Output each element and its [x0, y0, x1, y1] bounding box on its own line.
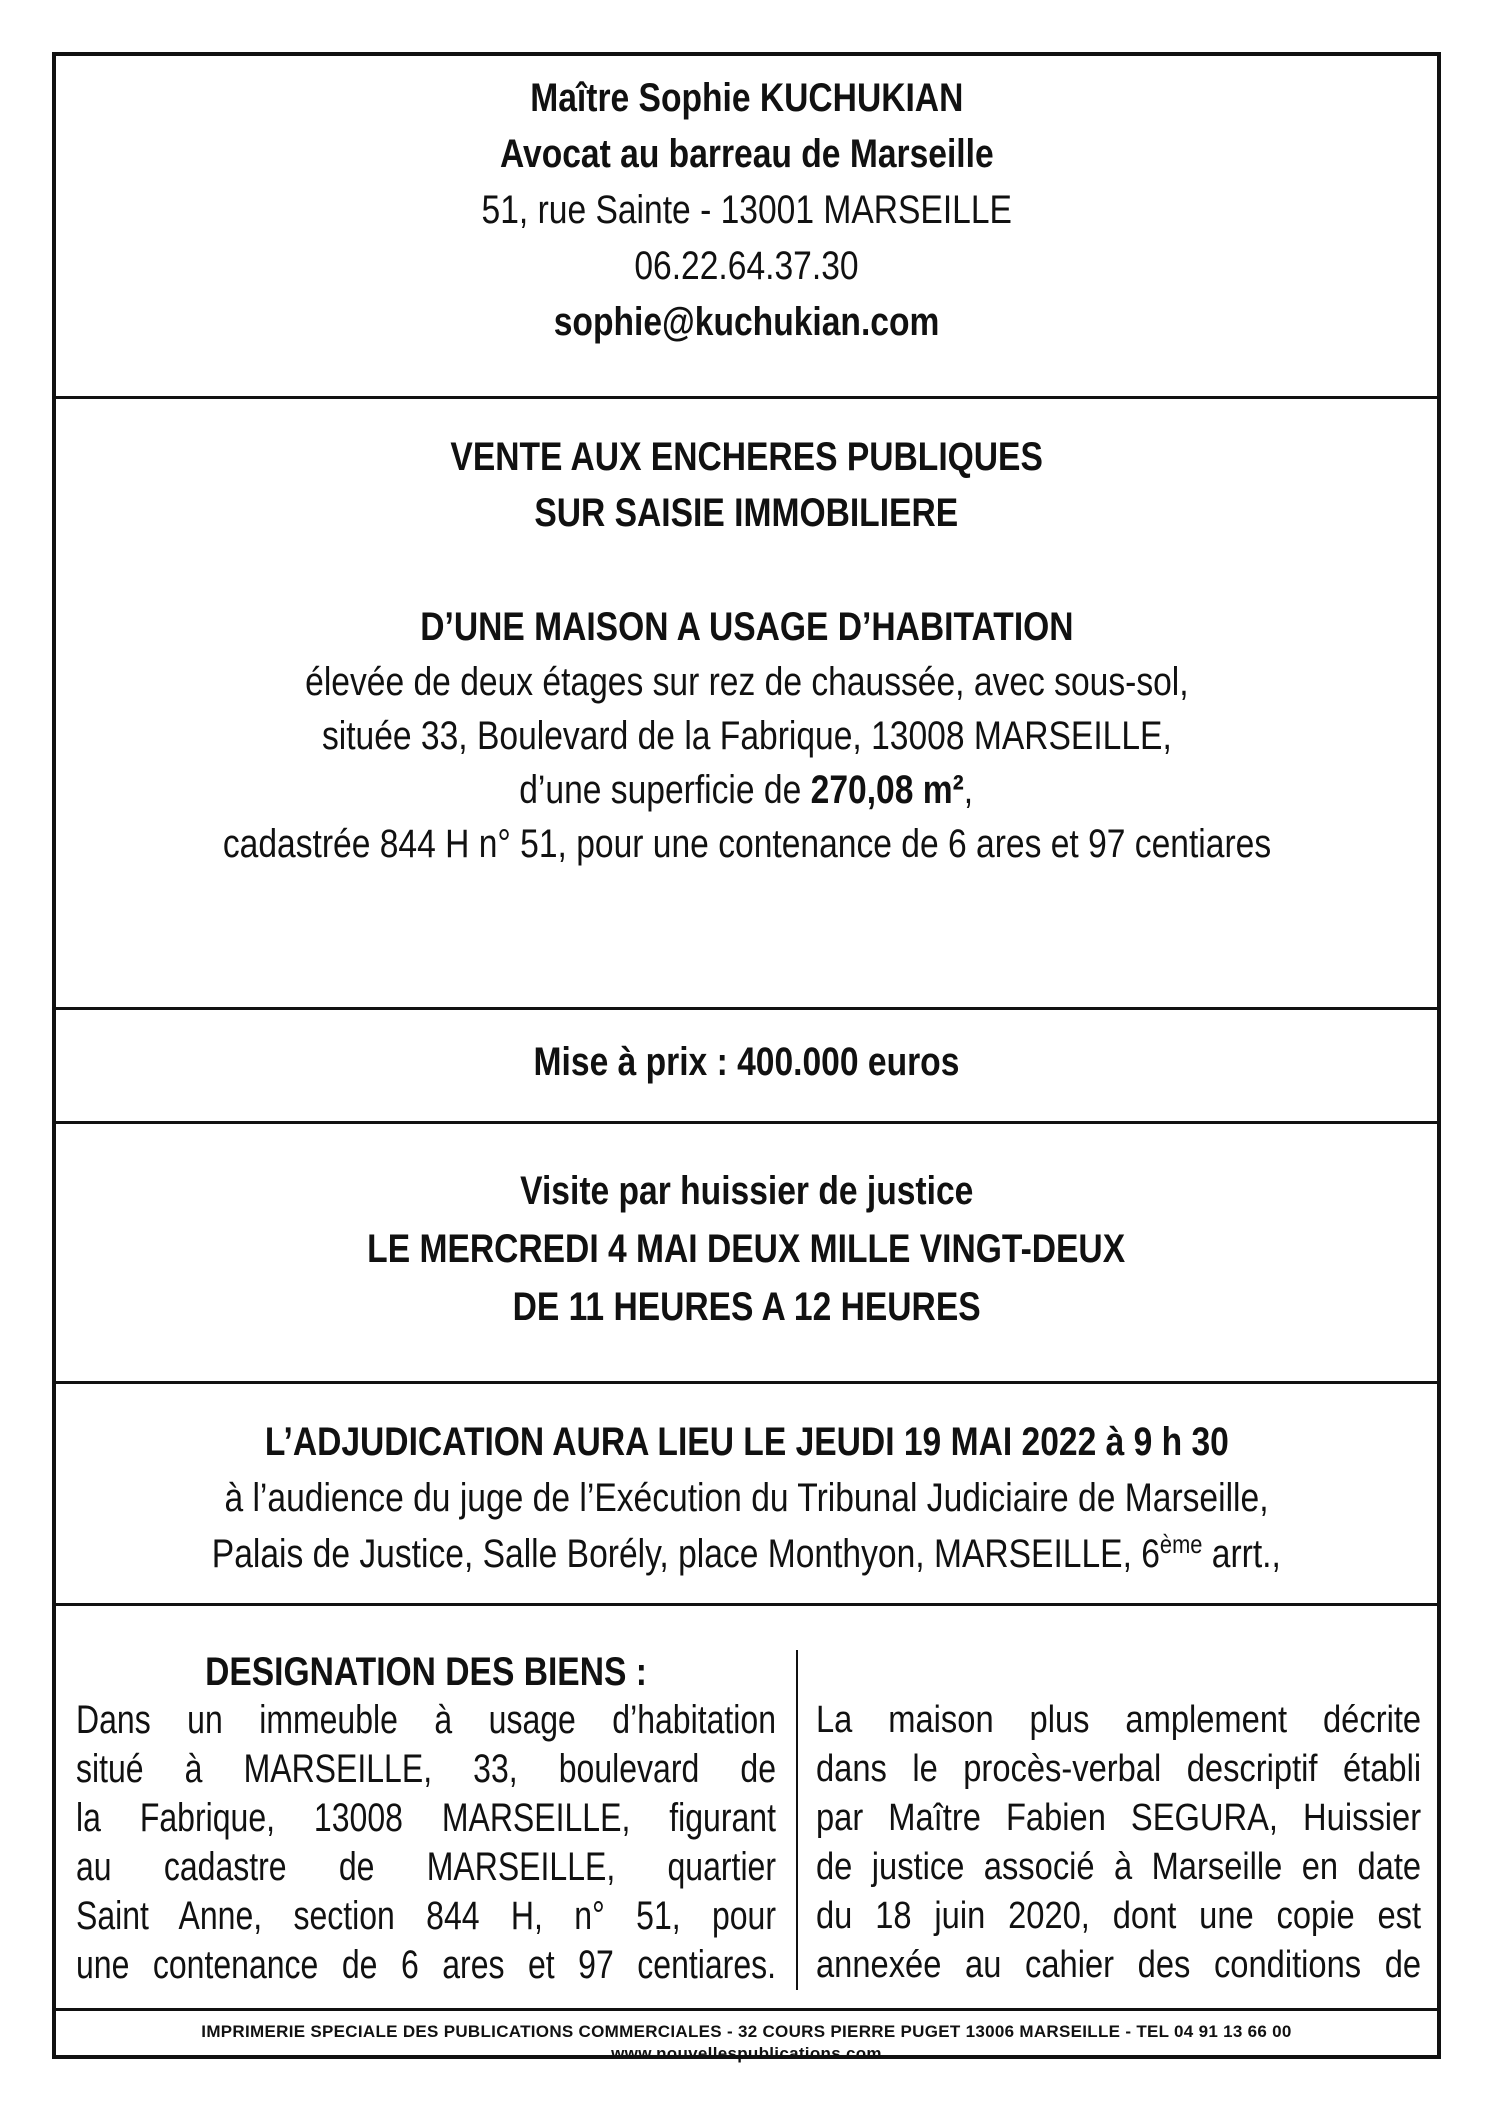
- lawyer-header: [56, 56, 1437, 396]
- notice-frame: [52, 52, 1441, 2063]
- property-address-line: située 33, Boulevard de la Fabrique, 13008 MARSEILLE,: [321, 714, 1172, 758]
- property-surface-line: d’une superficie de 270,08 m²,: [519, 768, 974, 812]
- starting-price: Mise à prix : 400.000 euros: [533, 1040, 960, 1084]
- designation-right-line: par Maître Fabien SEGURA, Huissier: [816, 1797, 1421, 1839]
- lawyer-address: 51, rue Sainte - 13001 MARSEILLE: [481, 188, 1012, 232]
- property-title: D’UNE MAISON A USAGE D’HABITATION: [419, 605, 1074, 649]
- lawyer-name: Maître Sophie KUCHUKIAN: [529, 76, 964, 120]
- designation-heading: DESIGNATION DES BIENS :: [205, 1650, 647, 1694]
- adjudication-line-1: à l’audience du juge de l’Exécution du Tribunal Judiciaire de Marseille,: [224, 1476, 1269, 1520]
- lawyer-email[interactable]: sophie@kuchukian.com: [553, 300, 940, 344]
- lawyer-phone: 06.22.64.37.30: [634, 244, 859, 288]
- visit-section: [56, 1124, 1437, 1382]
- visit-line-1: Visite par huissier de justice: [519, 1169, 974, 1213]
- sale-title-line-1: VENTE AUX ENCHERES PUBLIQUES: [450, 435, 1043, 479]
- property-description-line-1: élevée de deux étages sur rez de chaussée, avec sous-sol,: [304, 660, 1189, 704]
- designation-right-line: La maison plus amplement décrite: [816, 1699, 1421, 1741]
- designation-right-column: [816, 1696, 1421, 1990]
- designation-left-line: situé à MARSEILLE, 33, boulevard de: [76, 1747, 776, 1791]
- adjudication-title: L’ADJUDICATION AURA LIEU LE JEUDI 19 MAI 2022 à 9 h 30: [264, 1420, 1229, 1464]
- designation-left-line: une contenance de 6 ares et 97 centiares.: [76, 1943, 776, 1987]
- designation-left-line: Saint Anne, section 844 H, n° 51, pour: [76, 1894, 776, 1938]
- price-section: [56, 1010, 1437, 1122]
- adjudication-section: [56, 1384, 1437, 1604]
- printer-info: IMPRIMERIE SPECIALE DES PUBLICATIONS COMMERCIALES - 32 COURS PIERRE PUGET 13006 MARSEILLE - TEL 04 91 13 66 00: [201, 2022, 1292, 2041]
- printer-footer: [56, 2011, 1437, 2063]
- sale-section: [56, 399, 1437, 1009]
- designation-left-line: au cadastre de MARSEILLE, quartier: [76, 1845, 776, 1889]
- property-surface: 270,08 m²: [810, 768, 965, 812]
- designation-left-column: [76, 1648, 776, 1990]
- designation-section: [56, 1606, 1437, 2008]
- lawyer-title: Avocat au barreau de Marseille: [499, 132, 994, 176]
- visit-date: LE MERCREDI 4 MAI DEUX MILLE VINGT-DEUX: [367, 1227, 1126, 1271]
- designation-right-line: de justice associé à Marseille en date: [816, 1846, 1421, 1888]
- column-separator: [796, 1650, 798, 1990]
- designation-right-line: du 18 juin 2020, dont une copie est: [816, 1895, 1421, 1937]
- sale-title-line-2: SUR SAISIE IMMOBILIERE: [534, 491, 959, 535]
- designation-right-line: annexée au cahier des conditions de: [816, 1944, 1421, 1986]
- designation-left-line: Dans un immeuble à usage d’habitation: [76, 1698, 776, 1742]
- visit-hours: DE 11 HEURES A 12 HEURES: [512, 1285, 981, 1329]
- printer-website[interactable]: www.nouvellespublications.com: [611, 2044, 882, 2063]
- designation-right-line: dans le procès-verbal descriptif établi: [816, 1748, 1421, 1790]
- adjudication-line-2: Palais de Justice, Salle Borély, place Monthyon, MARSEILLE, 6ème arrt.,: [211, 1529, 1282, 1576]
- property-cadastre-line: cadastrée 844 H n° 51, pour une contenance de 6 ares et 97 centiares: [222, 822, 1271, 866]
- designation-left-line: la Fabrique, 13008 MARSEILLE, figurant: [76, 1796, 776, 1840]
